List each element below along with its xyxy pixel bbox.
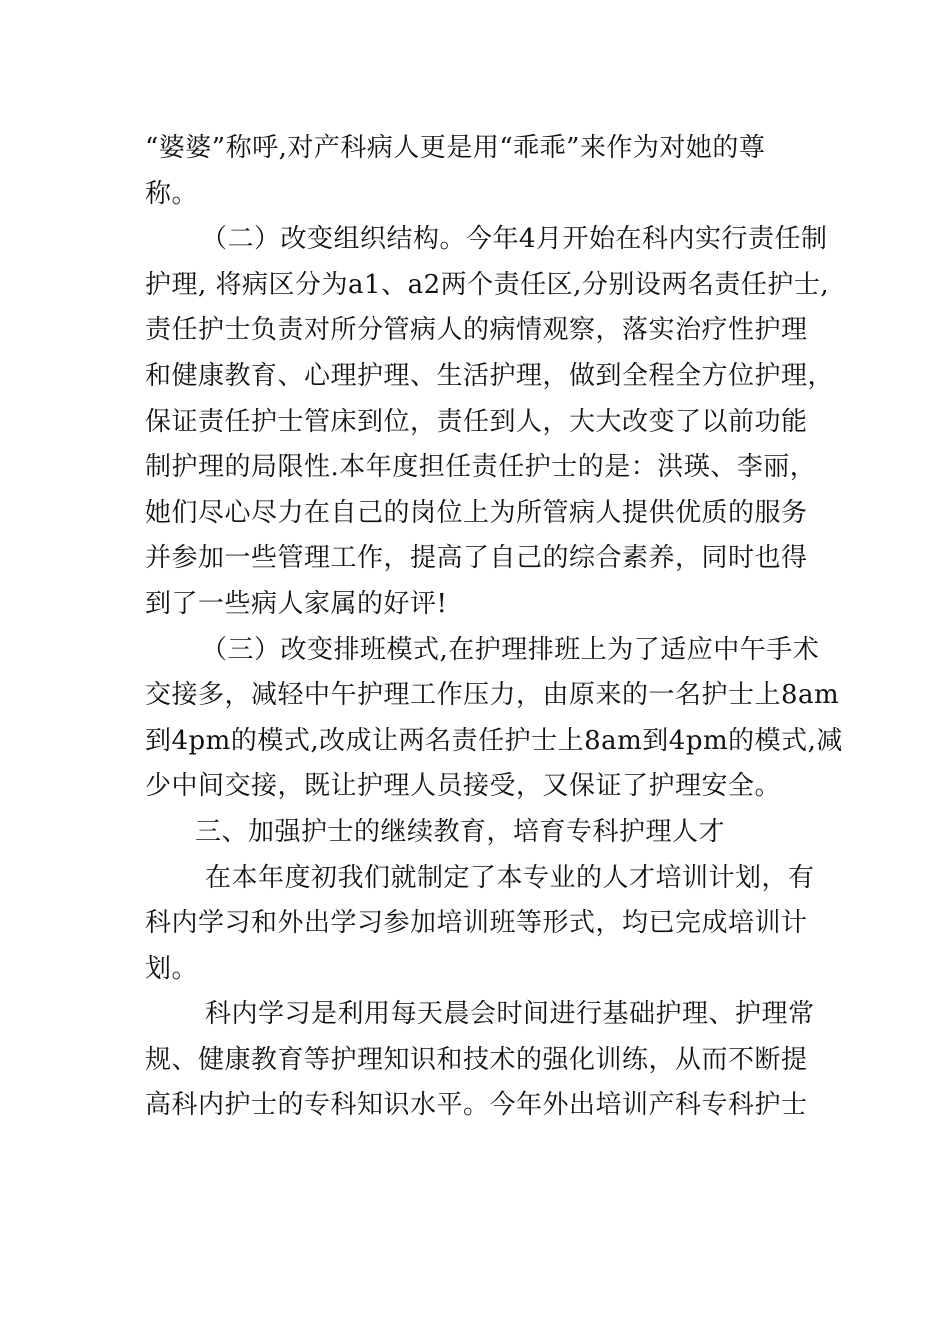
text-line: 科内学习是利用每天晨会时间进行基础护理、护理常 (205, 999, 815, 1030)
text-line: 保证责任护士管床到位，责任到人，大大改变了以前功能 (145, 406, 808, 437)
text-line: 并参加一些管理工作，提高了自己的综合素养，同时也得 (145, 543, 808, 574)
document-body (145, 126, 843, 1129)
text-line: 责任护士负责对所分管病人的病情观察，落实治疗性护理 (145, 315, 808, 346)
text-line: 划。 (145, 953, 199, 984)
text-line: 称。 (145, 178, 199, 209)
text-line: 护理, 将病区分为a1、a2两个责任区,分别设两名责任护士, (145, 269, 830, 300)
text-line: 在本年度初我们就制定了本专业的人才培训计划，有 (205, 862, 815, 893)
text-line: 到了一些病人家属的好评! (145, 588, 448, 619)
text-line: （三）改变排班模式,在护理排班上为了适应中午手术 (201, 634, 820, 665)
text-line: 规、健康教育等护理知识和技术的强化训练，从而不断提 (145, 1044, 808, 1075)
text-line: 交接多，减轻中午护理工作压力，由原来的一名护士上8am (145, 680, 840, 711)
text-line: 到4pm的模式,改成让两名责任护士上8am到4pm的模式,减 (145, 725, 843, 756)
text-line: 和健康教育、心理护理、生活护理，做到全程全方位护理， (145, 360, 835, 391)
section-heading: 三、加强护士的继续教育，培育专科护理人才 (195, 816, 726, 847)
text-line: 高科内护士的专科知识水平。今年外出培训产科专科护士 (145, 1090, 808, 1121)
text-line: （二）改变组织结构。今年4月开始在科内实行责任制 (201, 224, 828, 255)
text-line: 科内学习和外出学习参加培训班等形式，均已完成培训计 (145, 908, 808, 939)
text-line: 少中间交接，既让护理人员接受，又保证了护理安全。 (145, 771, 782, 802)
text-line: “婆婆”称呼,对产科病人更是用“乖乖”来作为对她的尊 (145, 133, 766, 163)
text-line: 制护理的局限性.本年度担任责任护士的是：洪瑛、李丽， (145, 452, 817, 483)
text-line: 她们尽心尽力在自己的岗位上为所管病人提供优质的服务 (145, 497, 808, 528)
